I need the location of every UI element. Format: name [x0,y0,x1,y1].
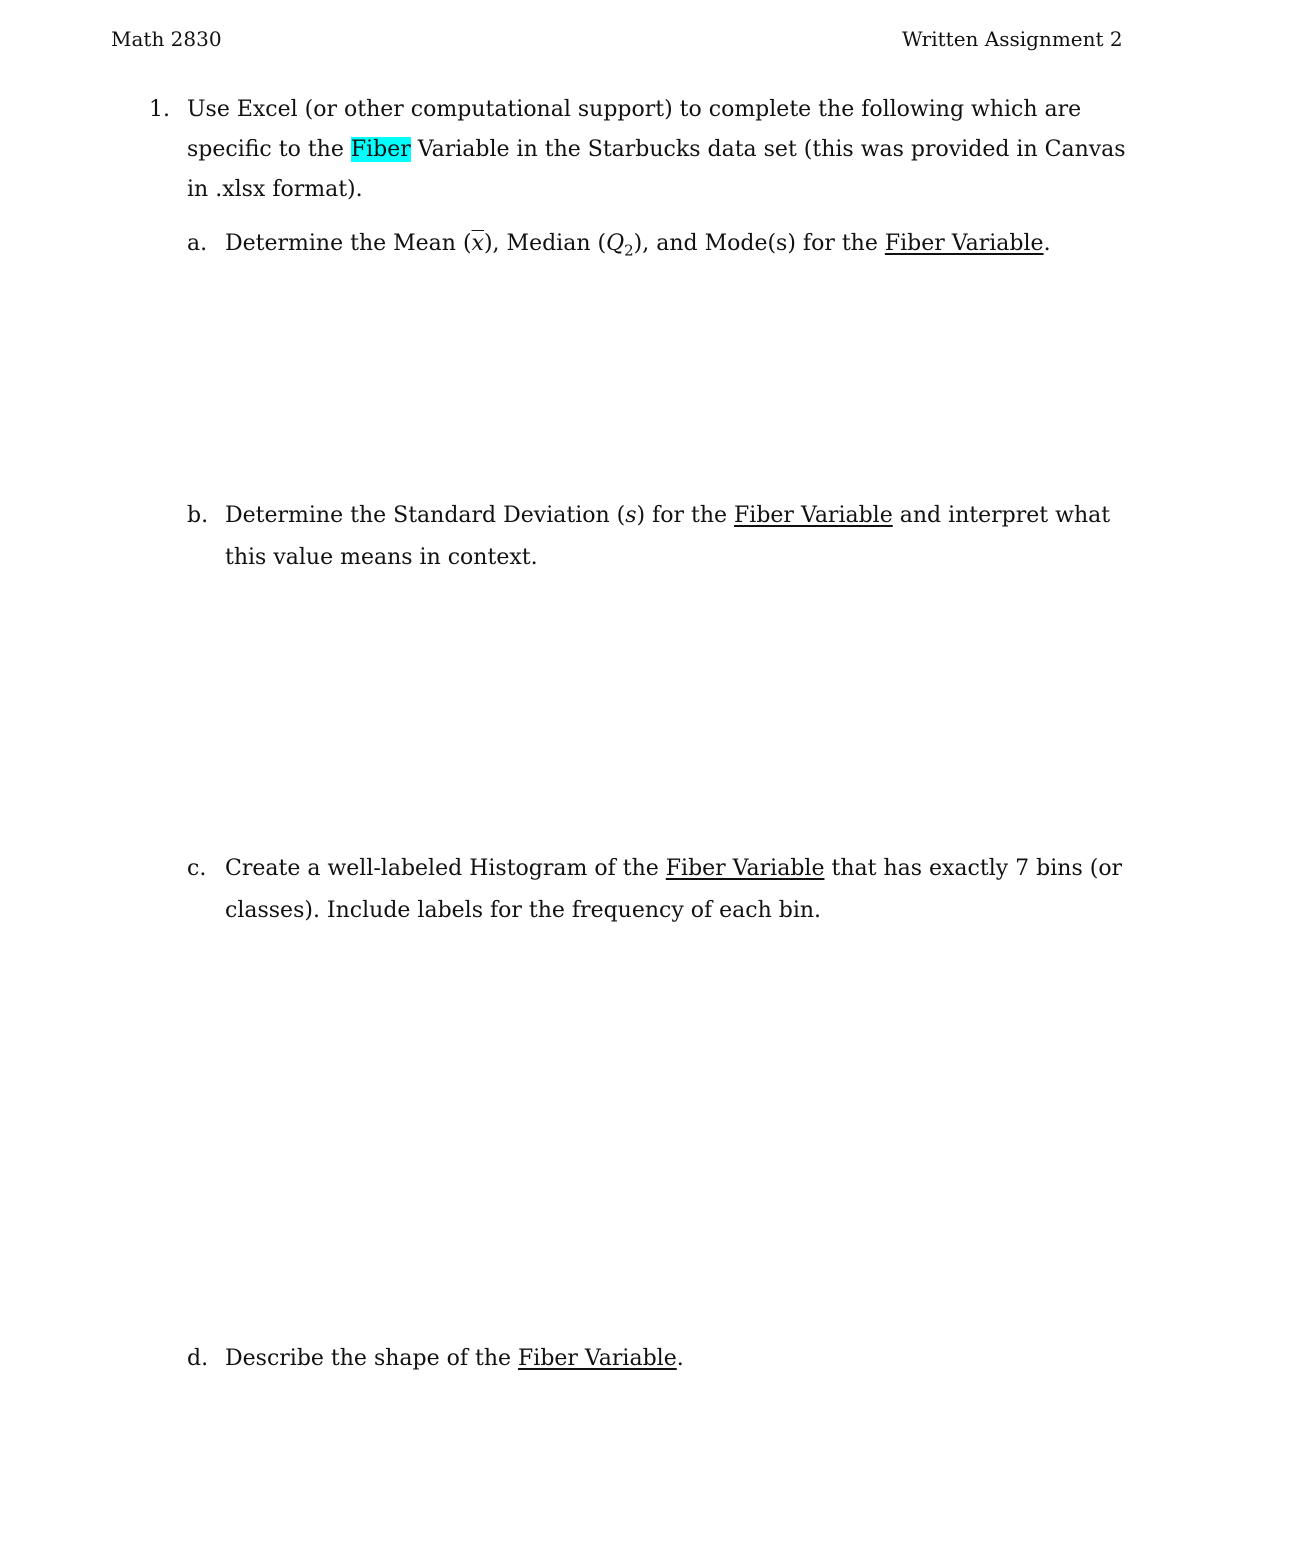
part-b [187,495,1137,579]
text: ) for the [636,503,735,528]
text: . [676,1346,684,1371]
assignment-header: Written Assignment 2 [902,27,1123,51]
text: that has exactly 7 bins (or classes). Include labels for the frequency of each bin. [225,856,1123,923]
part-letter: c. [187,856,207,881]
part-a-text [225,223,1137,265]
mean-symbol: $\overline{x}$ [471,231,484,256]
part-c-text [225,848,1137,932]
text: Describe the shape of the [225,1346,519,1371]
sd-symbol: s [625,503,637,528]
text: ), and Mode(s) for the [633,231,885,256]
part-letter: d. [187,1346,209,1371]
course-header: Math 2830 [111,27,222,51]
question-text-after: Variable in the Starbucks data set (this was provided in Canvas in .xlsx format). [187,137,1126,202]
text: Create a well-labeled Histogram of the [225,856,666,881]
fiber-variable-link: Fiber Variable [884,231,1044,256]
part-a [187,223,1137,265]
part-c [187,848,1137,932]
fiber-variable-link: Fiber Variable [518,1346,677,1371]
text: . [1043,231,1051,256]
median-subscript: 2 [624,241,634,260]
question-1-text [187,90,1139,210]
part-letter: a. [187,231,208,256]
highlighted-word: Fiber [350,137,411,162]
part-d-text [225,1338,1137,1380]
text: Determine the Mean ( [225,231,472,256]
question-number: 1. [149,97,170,122]
question-text-before: Use Excel (or other computational support) to complete the following which are specific to the [187,97,1082,162]
text: ), Median ( [483,231,607,256]
text: Determine the Standard Deviation ( [225,503,626,528]
text: and interpret what this value means in context. [225,503,1111,570]
part-d [187,1338,1137,1380]
part-letter: b. [187,503,209,528]
fiber-variable-link: Fiber Variable [665,856,825,881]
median-symbol: Q [606,231,625,256]
question-1 [149,90,1139,210]
part-b-text [225,495,1137,579]
fiber-variable-link: Fiber Variable [734,503,893,528]
